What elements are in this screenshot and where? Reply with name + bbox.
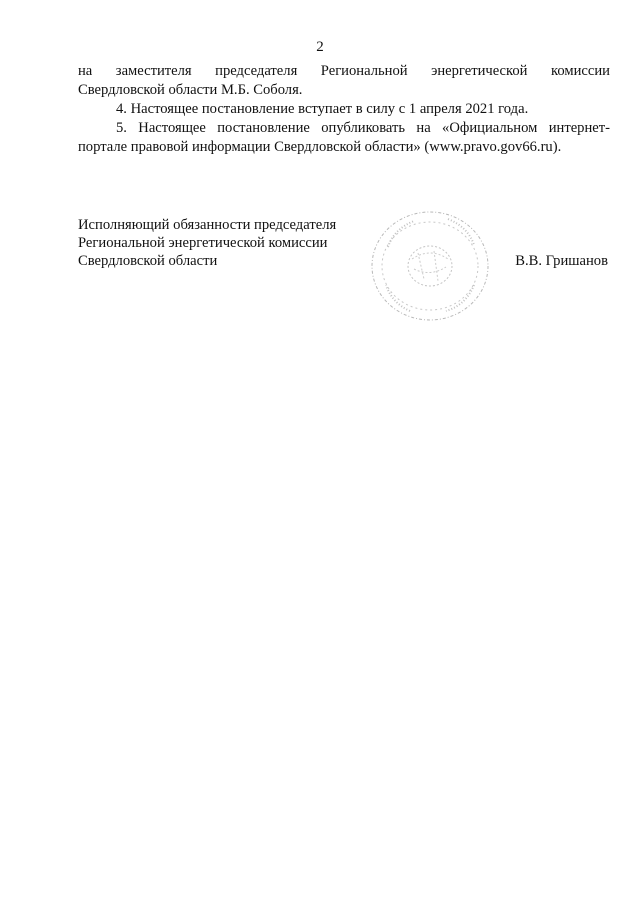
paragraph-4: 4. Настоящее постановление вступает в силу с 1 апреля 2021 года. [116, 101, 529, 117]
seal-center-emblem [412, 251, 448, 281]
signatory-title-line-1: Исполняющий обязанности председателя [78, 217, 337, 233]
page-number: 2 [316, 39, 324, 55]
seal-outer-ring [372, 212, 488, 320]
signatory-title-line-2: Региональной энергетической комиссии [78, 235, 328, 251]
paragraph-3-line-1: на заместителя председателя Региональной энергетической комиссии [78, 63, 610, 79]
paragraph-5-line-2: портале правовой информации Свердловской области» (www.pravo.gov66.ru). [78, 139, 562, 155]
paragraph-3-line-2: Свердловской области М.Б. Соболя. [78, 82, 303, 98]
signatory-name: В.В. Гришанов [515, 253, 608, 269]
seal-center-ring [408, 246, 452, 286]
signatory-title-line-3: Свердловской области [78, 253, 218, 269]
official-seal-stamp [368, 207, 492, 325]
seal-ring-lettering [386, 219, 474, 311]
paragraph-5-line-1: 5. Настоящее постановление опубликовать на «Официальном интернет- [116, 120, 610, 136]
seal-inner-ring [382, 222, 478, 310]
